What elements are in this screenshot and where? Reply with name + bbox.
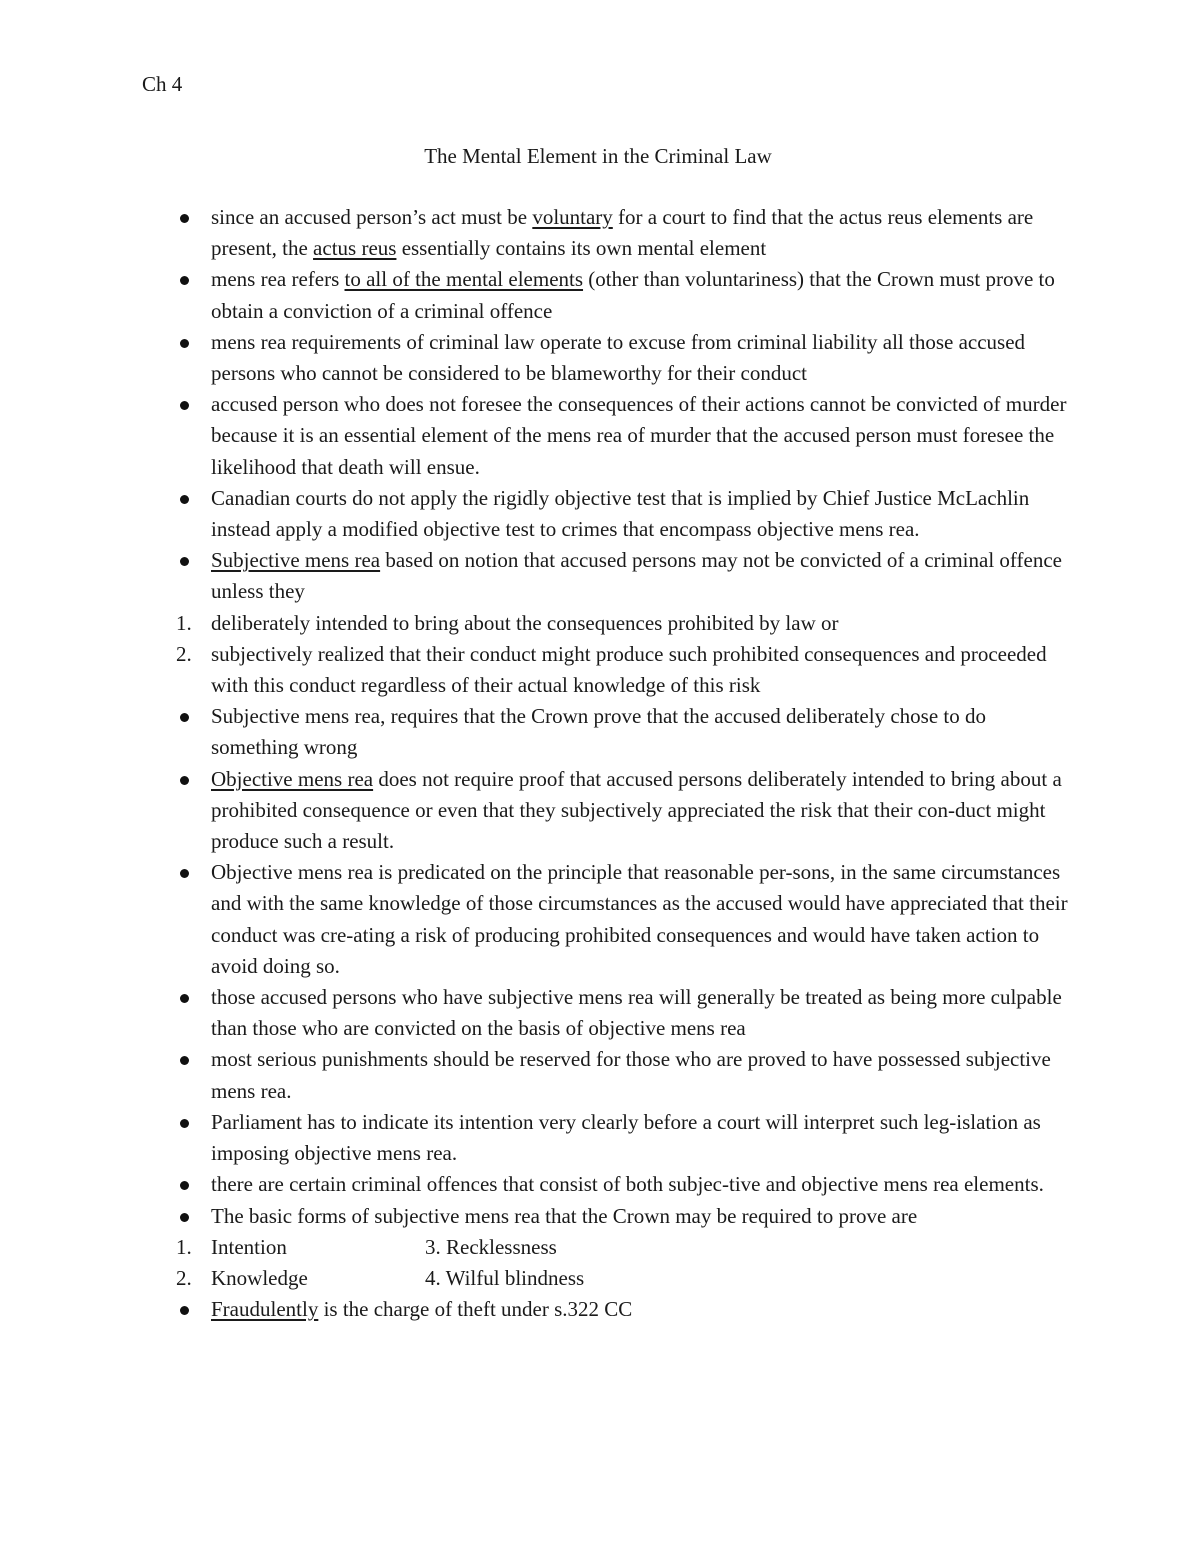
text-run: Parliament has to indicate its intention very clearly before a court will interpret such leg-islation as imposing objective mens rea. (211, 1109, 1041, 1166)
text-run: based on notion that accused persons may not be convicted of a criminal offence unless they (211, 548, 1062, 604)
text-run: for a court to find that the actus reus elements are present, the (211, 205, 1034, 261)
bullet-item (172, 1294, 1072, 1325)
text-run: most serious punishments should be reserved for those who are proved to have possessed subjective mens rea. (211, 1047, 1051, 1103)
text-run: Subjective mens rea, requires that the Crown prove that the accused deliberately chose to do something wrong (211, 704, 986, 760)
item-text (211, 767, 1062, 853)
bullet-item (172, 982, 1072, 1044)
item-text (211, 1266, 584, 1290)
underlined-text: to all of the mental elements (344, 267, 584, 292)
bullet-item (172, 1201, 1072, 1232)
bullet-item (172, 545, 1072, 607)
numbered-item (172, 639, 1072, 701)
item-text (211, 1235, 557, 1259)
column-b-text: 3. Recklessness (425, 1234, 557, 1259)
text-run: is the charge of theft under s.322 CC (318, 1297, 633, 1322)
item-text (211, 985, 1062, 1040)
column-b-text: 4. Wilful blindness (425, 1265, 585, 1290)
item-text (211, 1047, 1051, 1102)
column-a-text: Knowledge (211, 1265, 308, 1290)
bullet-item (172, 202, 1072, 264)
text-run: (other than voluntariness) that the Crown must prove to obtain a conviction of a criminal offence (211, 267, 1055, 323)
numbered-item (172, 608, 1072, 639)
bullet-item (172, 389, 1072, 483)
text-run: Canadian courts do not apply the rigidly objective test that is implied by Chief Justice McLachlin instead apply a modified objective test to crimes that encompass objective mens rea. (211, 485, 1030, 542)
bullet-item (172, 701, 1072, 763)
item-text (211, 330, 1025, 385)
chapter-label: Ch 4 (142, 72, 183, 96)
bullet-item (172, 1107, 1072, 1169)
item-text (211, 860, 1068, 978)
item-text (211, 1172, 1044, 1196)
bullet-item (172, 1044, 1072, 1106)
page-title: The Mental Element in the Criminal Law (424, 144, 772, 168)
list-number: 2. (176, 641, 192, 666)
item-text (211, 205, 1033, 260)
text-run: mens rea refers (211, 267, 345, 292)
text-run: there are certain criminal offences that consist of both subjec-tive and objective mens rea elements. (211, 1172, 1044, 1197)
item-text (211, 611, 838, 635)
text-run: The basic forms of subjective mens rea that the Crown may be required to prove are (211, 1203, 918, 1228)
list-number: 1. (176, 1234, 192, 1259)
bullet-item (172, 857, 1072, 982)
item-text (211, 267, 1055, 322)
text-run: since an accused person’s act must be (211, 205, 533, 229)
numbered-item (172, 1263, 1072, 1294)
text-run: Objective mens rea is predicated on the principle that reasonable per-sons, in the same circumstances and with the same knowledge of those circumstances as the accused would have appreciated that their conduct was cre-ating a risk of producing prohibited consequences and would have taken action to avoid doing so. (211, 860, 1068, 978)
underlined-text: Objective mens rea (211, 766, 374, 791)
bullet-item (172, 483, 1072, 545)
notes-list (172, 202, 1072, 1325)
bullet-item (172, 1169, 1072, 1200)
bullet-item (172, 327, 1072, 389)
item-text (211, 548, 1062, 603)
text-run: does not require proof that accused persons deliberately intended to bring about a prohibited consequence or even that they subjectively appreciated the risk that their con-duct might produce such a result. (211, 766, 1062, 854)
list-number: 1. (176, 610, 192, 635)
item-text (211, 642, 1047, 697)
numbered-item (172, 1232, 1072, 1263)
text-run: those accused persons who have subjective mens rea will generally be treated as being more culpable than those who are convicted on the basis of objective mens rea (211, 985, 1062, 1041)
text-run: subjectively realized that their conduct might produce such prohibited consequences and proceeded with this conduct regardless of their actual knowledge of this risk (211, 641, 1047, 698)
text-run: essentially contains its own mental element (396, 236, 767, 261)
text-run: deliberately intended to bring about the consequences prohibited by law or (211, 610, 839, 635)
underlined-text: Subjective mens rea (211, 548, 381, 573)
item-text (211, 1297, 632, 1321)
item-text (211, 1204, 917, 1228)
underlined-text: voluntary (532, 205, 613, 229)
bullet-item (172, 764, 1072, 858)
item-text (211, 392, 1066, 478)
item-text (211, 704, 986, 759)
list-number: 2. (176, 1265, 192, 1290)
underlined-text: Fraudulently (211, 1297, 319, 1322)
item-text (211, 1110, 1041, 1165)
text-run: accused person who does not foresee the consequences of their actions cannot be convicted of murder because it is an essential element of the mens rea of murder that the accused person must foresee the likelihood that death will ensue. (211, 392, 1067, 479)
column-a-text: Intention (211, 1234, 287, 1259)
bullet-item (172, 264, 1072, 326)
text-run: mens rea requirements of criminal law operate to excuse from criminal liability all those accused persons who cannot be considered to be blameworthy for their conduct (211, 329, 1026, 386)
item-text (211, 486, 1029, 541)
underlined-text: actus reus (313, 236, 397, 261)
